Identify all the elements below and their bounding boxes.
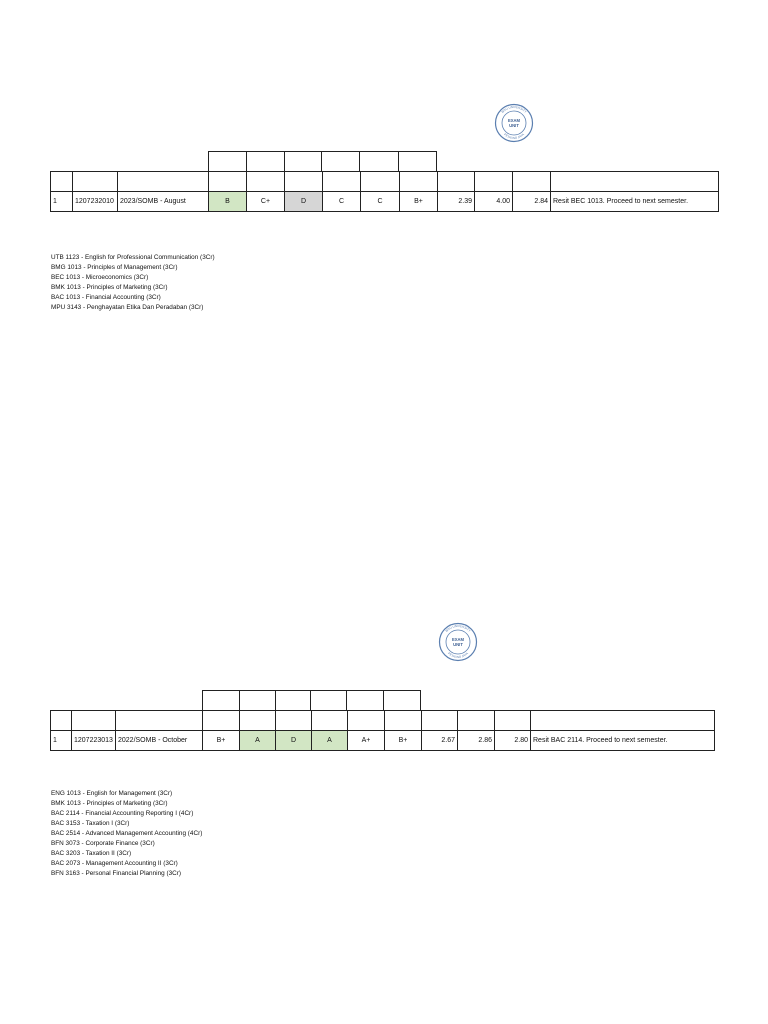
- grade-cell: B+: [385, 731, 422, 751]
- exam-unit-stamp: [494, 103, 534, 143]
- grade-cell: A+: [348, 731, 385, 751]
- table-row: [51, 192, 719, 212]
- list-item: BAC 3203 - Taxation II (3Cr): [51, 850, 132, 857]
- list-item: BFN 3163 - Personal Financial Planning (3Cr): [51, 870, 182, 877]
- result-table: [50, 171, 719, 212]
- result-table: [50, 710, 715, 751]
- grade-cell: A: [240, 731, 276, 751]
- grade-cell: B+: [400, 192, 438, 212]
- grade-cell: D: [276, 731, 312, 751]
- list-item: MPU 3143 - Penghayatan Etika Dan Peradaban (3Cr): [51, 304, 204, 311]
- cpa-value: 2.86: [458, 731, 495, 751]
- list-item: BMG 1013 - Principles of Management (3Cr): [51, 264, 178, 271]
- row-number: 1: [51, 731, 72, 751]
- list-item: BEC 1013 - Microeconomics (3Cr): [51, 274, 149, 281]
- grade-header-grid: [208, 151, 437, 172]
- svg-text:UNIT: UNIT: [453, 642, 463, 647]
- svg-text:EXAM: EXAM: [507, 118, 521, 123]
- grade-cell: B: [209, 192, 247, 212]
- svg-text:MSU UNIVERSITY: MSU UNIVERSITY: [500, 104, 528, 114]
- cpa-value: 4.00: [475, 192, 513, 212]
- table-row: [51, 731, 715, 751]
- course-list: [51, 253, 215, 313]
- student-id: 1207232010: [73, 192, 118, 212]
- grade-cell: C: [323, 192, 361, 212]
- svg-text:PETALING JAYA: PETALING JAYA: [503, 132, 525, 141]
- table-header-row: [51, 172, 719, 192]
- remark: Resit BAC 2114. Proceed to next semester.: [531, 731, 715, 751]
- list-item: BMK 1013 - Principles of Marketing (3Cr): [51, 284, 168, 291]
- gpa-value: 2.39: [438, 192, 475, 212]
- list-item: ENG 1013 - English for Management (3Cr): [51, 790, 173, 797]
- grade-cell: D: [285, 192, 323, 212]
- grade-cell: C+: [247, 192, 285, 212]
- cgpa-value: 2.84: [513, 192, 551, 212]
- gpa-value: 2.67: [422, 731, 458, 751]
- list-item: BAC 2114 - Financial Accounting Reporting I (4Cr): [51, 810, 194, 817]
- grade-header-grid: [202, 690, 421, 711]
- svg-text:EXAM: EXAM: [451, 637, 465, 642]
- exam-unit-stamp: [438, 622, 478, 662]
- list-item: BMK 1013 - Principles of Marketing (3Cr): [51, 800, 168, 807]
- list-item: BFN 3073 - Corporate Finance (3Cr): [51, 840, 155, 847]
- list-item: BAC 2073 - Management Accounting II (3Cr): [51, 860, 178, 867]
- grade-cell: B+: [203, 731, 240, 751]
- table-header-row: [51, 711, 715, 731]
- intake: 2023/SOMB - August: [118, 192, 209, 212]
- list-item: BAC 1013 - Financial Accounting (3Cr): [51, 294, 161, 301]
- cgpa-value: 2.80: [495, 731, 531, 751]
- list-item: BAC 3153 - Taxation I (3Cr): [51, 820, 130, 827]
- list-item: BAC 2514 - Advanced Management Accounting (4Cr): [51, 830, 203, 837]
- intake: 2022/SOMB - October: [116, 731, 203, 751]
- remark: Resit BEC 1013. Proceed to next semester.: [551, 192, 719, 212]
- row-number: 1: [51, 192, 73, 212]
- svg-text:UNIT: UNIT: [509, 123, 519, 128]
- course-list: [51, 789, 202, 879]
- list-item: UTB 1123 - English for Professional Communication (3Cr): [51, 254, 215, 261]
- grade-cell: A: [312, 731, 348, 751]
- student-id: 1207223013: [72, 731, 116, 751]
- svg-text:PETALING JAYA: PETALING JAYA: [447, 651, 469, 660]
- grade-cell: C: [361, 192, 400, 212]
- svg-text:MSU UNIVERSITY: MSU UNIVERSITY: [444, 623, 472, 633]
